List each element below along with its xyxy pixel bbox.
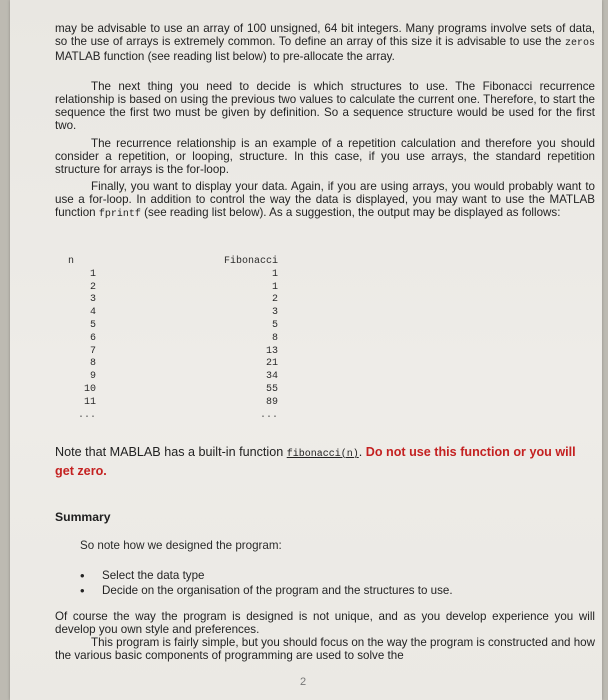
paragraph-text: The recurrence relationship is an example of a repetition calculation and therefore you should consider a repetition, or looping, structure. In this case, if you use arrays, the standard repetition structure for arrays is the for-loop.: [55, 137, 595, 176]
n-value: 5: [89, 319, 96, 331]
inline-code-fprintf: fprintf: [98, 209, 141, 220]
fibonacci-value: 89: [265, 396, 278, 408]
n-value: 6: [89, 332, 96, 344]
n-column-header: n: [68, 256, 75, 267]
note-warning: Do not use this function or you will get zero.: [55, 445, 576, 478]
n-value: 4: [89, 307, 96, 319]
fibonacci-output-table: [68, 256, 308, 426]
fibonacci-ellipsis: ...: [259, 409, 278, 421]
inline-code-zeros: zeros: [564, 38, 595, 49]
paragraph-text: (see reading list below). As a suggestion, the output may be displayed as follows:: [144, 206, 561, 219]
n-column: [68, 256, 108, 422]
n-value: 7: [89, 345, 96, 357]
n-value: 11: [83, 396, 96, 408]
paragraph-structures: [55, 80, 595, 132]
bullet-item: • Decide on the organisation of the program and the structures to use.: [80, 583, 608, 598]
fibonacci-value: 2: [271, 294, 278, 306]
n-value: 8: [89, 358, 96, 370]
paragraph-text: may be advisable to use an array of 100 unsigned, 64 bit integers. Many programs involve sets of data, so the use of arrays is extremely common. To define an array of this size it is advisable to use the: [55, 22, 595, 48]
note-block: [55, 444, 595, 480]
n-value: 9: [89, 371, 96, 383]
fibonacci-value: 13: [265, 345, 278, 357]
n-value: 10: [83, 383, 96, 395]
fibonacci-value: 8: [271, 332, 278, 344]
builtin-function-name: fibonacci(n): [286, 449, 359, 460]
n-ellipsis: ...: [77, 409, 96, 421]
closing-paragraphs: [55, 610, 595, 662]
closing-paragraph-2: This program is fairly simple, but you should focus on the way the program is constructed and how the various basic components of programming are used to solve the: [55, 636, 595, 662]
summary-heading: Summary: [55, 510, 111, 524]
n-value: 2: [89, 281, 96, 293]
document-page: [10, 0, 602, 700]
fibonacci-value: 21: [265, 358, 278, 370]
fibonacci-value: 34: [265, 371, 278, 383]
bullet-item: • Select the data type: [80, 568, 608, 583]
paragraph-text: The next thing you need to decide is which structures to use. The Fibonacci recurrence relationship is based on using the previous two values to calculate the current one. Therefore, to start the sequence the first two must be given by definition. So a sequence structure would be used for the first two.: [55, 80, 595, 132]
summary-bullets: [80, 568, 608, 598]
paragraph-repetition: [55, 137, 595, 176]
fibonacci-value: 3: [271, 307, 278, 319]
summary-intro-block: [80, 539, 608, 552]
fibonacci-column: [218, 256, 288, 422]
fibonacci-column-header: Fibonacci: [223, 256, 278, 267]
n-value: 1: [89, 268, 96, 280]
fibonacci-value: 1: [271, 268, 278, 280]
summary-intro: So note how we designed the program:: [80, 539, 282, 552]
fibonacci-value: 1: [271, 281, 278, 293]
paragraph-text: Finally, you want to display your data. Again, if you are using arrays, you would probably want to use a for-loop. In addition to control the way the data is displayed, you may want to use the MATLAB function: [55, 180, 595, 219]
note-lead: Note that MABLAB has a built-in function: [55, 445, 284, 459]
note-dot: .: [358, 445, 363, 459]
paragraph-arrays: [55, 22, 595, 63]
fibonacci-value: 55: [265, 383, 278, 395]
paragraph-display: [55, 180, 595, 221]
fibonacci-value: 5: [271, 319, 278, 331]
n-value: 3: [89, 294, 96, 306]
summary-heading-block: [55, 510, 595, 524]
paragraph-text: MATLAB function (see reading list below) to pre-allocate the array.: [55, 50, 395, 63]
page-number: 2: [300, 676, 307, 688]
closing-paragraph-1: Of course the way the program is designed is not unique, and as you develop experience you will develop you own style and preferences.: [55, 610, 595, 636]
